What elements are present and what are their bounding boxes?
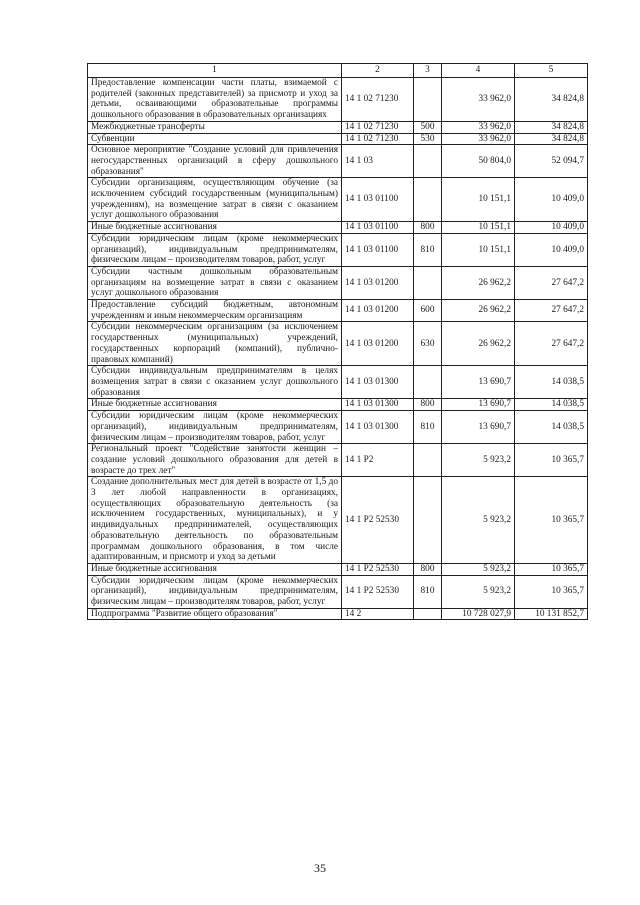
row-type [414,477,442,564]
row-name: Иные бюджетные ассигнования [88,399,342,411]
row-type: 800 [414,563,442,575]
table-row [88,399,588,411]
row-type [414,444,442,477]
table-row [88,78,588,122]
table-row [88,222,588,234]
row-code: 14 1 03 01200 [342,322,414,366]
row-amount-year1: 50 804,0 [442,145,515,178]
row-code: 14 1 P2 [342,444,414,477]
column-header-year1: 4 [442,64,515,78]
row-code: 14 1 03 01200 [342,300,414,322]
row-amount-year2: 10 409,0 [515,222,588,234]
table-row [88,300,588,322]
row-amount-year2: 27 647,2 [515,322,588,366]
row-name: Иные бюджетные ассигнования [88,222,342,234]
budget-table [87,63,588,620]
row-type: 800 [414,222,442,234]
row-name: Субсидии юридическим лицам (кроме некоммерческих организаций), индивидуальным предпринимателям, физическим лицам – производителям товаров, работ, услуг [88,411,342,444]
row-amount-year1: 5 923,2 [442,575,515,608]
row-amount-year2: 52 094,7 [515,145,588,178]
table-row [88,178,588,222]
row-amount-year2: 14 038,5 [515,399,588,411]
row-code: 14 1 03 01200 [342,266,414,299]
row-type [414,145,442,178]
row-amount-year1: 10 151,1 [442,178,515,222]
row-amount-year1: 33 962,0 [442,133,515,145]
row-name: Подпрограмма "Развитие общего образования" [88,608,342,620]
row-type [414,78,442,122]
row-name: Субвенции [88,133,342,145]
row-name: Субсидии некоммерческим организациям (за исключением государственных (муниципальных) учреждений, государственных корпораций (компаний), публично-правовых компаний) [88,322,342,366]
row-code: 14 1 03 [342,145,414,178]
row-name: Субсидии индивидуальным предпринимателям в целях возмещения затрат в связи с оказанием услуг дошкольного образования [88,366,342,399]
row-name: Субсидии частным дошкольным образовательным организациям на возмещение затрат в связи с оказанием услуг дошкольного образования [88,266,342,299]
table-row [88,444,588,477]
header-row [88,64,588,78]
column-header-type: 3 [414,64,442,78]
row-amount-year2: 10 365,7 [515,563,588,575]
row-code: 14 1 03 01300 [342,411,414,444]
row-name: Предоставление компенсации части платы, взимаемой с родителей (законных представителей) за присмотр и уход за детьми, осваивающими образовательные программы дошкольного образования в образовательных организациях [88,78,342,122]
row-type: 810 [414,575,442,608]
row-name: Создание дополнительных мест для детей в возрасте от 1,5 до 3 лет любой направленности в организациях, осуществляющих образовательную деятельность (за исключением государственных, муниципальных), и у индивидуальных предпринимателей, осуществляющих образовательную деятельность по образовательным программам дошкольного образования, в том числе адаптированным, и присмотр и уход за детьми [88,477,342,564]
column-header-year2: 5 [515,64,588,78]
row-amount-year1: 5 923,2 [442,477,515,564]
row-amount-year1: 33 962,0 [442,121,515,133]
row-amount-year1: 26 962,2 [442,322,515,366]
row-code: 14 1 P2 52530 [342,563,414,575]
row-amount-year2: 14 038,5 [515,411,588,444]
row-type: 810 [414,233,442,266]
row-name: Предоставление субсидий бюджетным, автономным учреждениям и иным некоммерческим организациям [88,300,342,322]
table-row [88,608,588,620]
row-type: 810 [414,411,442,444]
table-row [88,133,588,145]
row-amount-year1: 10 151,1 [442,222,515,234]
row-name: Субсидии юридическим лицам (кроме некоммерческих организаций), индивидуальным предпринимателям, физическим лицам – производителям товаров, работ, услуг [88,233,342,266]
row-amount-year1: 13 690,7 [442,411,515,444]
row-type [414,266,442,299]
row-code: 14 1 03 01300 [342,399,414,411]
row-amount-year1: 26 962,2 [442,266,515,299]
row-type: 630 [414,322,442,366]
row-amount-year2: 34 824,8 [515,133,588,145]
row-amount-year2: 34 824,8 [515,121,588,133]
table-row [88,563,588,575]
row-amount-year2: 10 365,7 [515,575,588,608]
row-type [414,608,442,620]
row-code: 14 1 02 71230 [342,78,414,122]
table-row [88,477,588,564]
row-name: Основное мероприятие "Создание условий для привлечения негосударственных организаций в сферу дошкольного образования" [88,145,342,178]
row-code: 14 1 03 01100 [342,178,414,222]
row-amount-year2: 10 131 852,7 [515,608,588,620]
row-name: Субсидии организациям, осуществляющим обучение (за исключением субсидий государственным (муниципальным) учреждениям), на возмещение затрат в связи с оказанием услуг дошкольного образования [88,178,342,222]
column-header-code: 2 [342,64,414,78]
row-type [414,366,442,399]
row-amount-year2: 34 824,8 [515,78,588,122]
table-row [88,366,588,399]
row-amount-year2: 10 409,0 [515,233,588,266]
row-type: 530 [414,133,442,145]
row-amount-year1: 10 728 027,9 [442,608,515,620]
row-name: Иные бюджетные ассигнования [88,563,342,575]
row-name: Межбюджетные трансферты [88,121,342,133]
row-code: 14 1 03 01100 [342,233,414,266]
table-row [88,575,588,608]
row-type: 500 [414,121,442,133]
row-type: 800 [414,399,442,411]
row-amount-year1: 26 962,2 [442,300,515,322]
table-row [88,322,588,366]
row-code: 14 1 P2 52530 [342,575,414,608]
table-row [88,411,588,444]
table-row [88,145,588,178]
row-code: 14 2 [342,608,414,620]
row-amount-year2: 10 365,7 [515,444,588,477]
row-code: 14 1 P2 52530 [342,477,414,564]
row-amount-year2: 27 647,2 [515,300,588,322]
row-amount-year1: 33 962,0 [442,78,515,122]
row-amount-year2: 10 409,0 [515,178,588,222]
row-amount-year2: 10 365,7 [515,477,588,564]
row-code: 14 1 03 01100 [342,222,414,234]
row-amount-year1: 5 923,2 [442,563,515,575]
row-amount-year2: 14 038,5 [515,366,588,399]
row-amount-year1: 5 923,2 [442,444,515,477]
row-code: 14 1 02 71230 [342,133,414,145]
row-code: 14 1 02 71230 [342,121,414,133]
row-amount-year1: 10 151,1 [442,233,515,266]
row-amount-year1: 13 690,7 [442,399,515,411]
row-name: Субсидии юридическим лицам (кроме некоммерческих организаций), индивидуальным предпринимателям, физическим лицам – производителям товаров, работ, услуг [88,575,342,608]
table-row [88,121,588,133]
row-type [414,178,442,222]
page-number: 35 [314,861,326,875]
row-code: 14 1 03 01300 [342,366,414,399]
row-amount-year1: 13 690,7 [442,366,515,399]
row-amount-year2: 27 647,2 [515,266,588,299]
table-row [88,266,588,299]
table-row [88,233,588,266]
row-type: 600 [414,300,442,322]
column-header-name: 1 [88,64,342,78]
row-name: Региональный проект "Содействие занятости женщин – создание условий дошкольного образования для детей в возрасте до трех лет" [88,444,342,477]
